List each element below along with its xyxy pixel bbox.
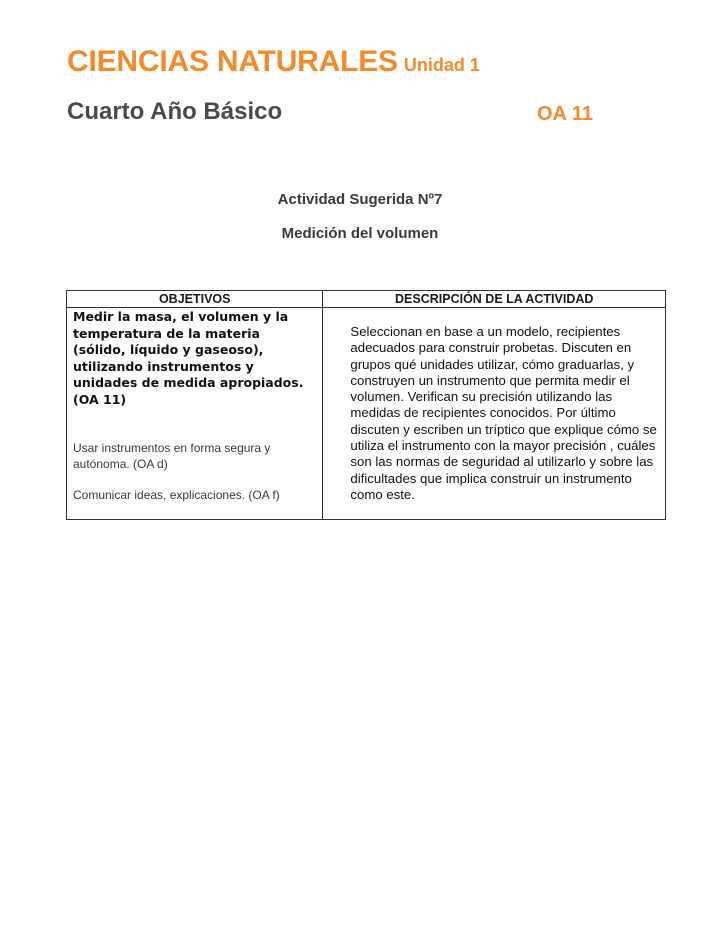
subject-title <box>67 44 480 77</box>
oa-code: OA 11 <box>537 103 593 125</box>
main-objective: Medir la masa, el volumen y la temperatura de la materia (sólido, líquido y gaseoso), utilizando instrumentos y unidades de medida apropiados. (OA 11) <box>73 309 304 407</box>
unit-label: Unidad 1 <box>403 55 480 75</box>
description-header: DESCRIPCIÓN DE LA ACTIVIDAD <box>323 291 666 308</box>
description-cell <box>323 308 666 520</box>
table-row <box>67 308 666 520</box>
activity-name: Medición del volumen <box>281 225 439 242</box>
activity-table <box>66 290 666 520</box>
activity-description: Seleccionan en base a un modelo, recipientes adecuados para construir probetas. Discuten en grupos qué unidades utilizar, cómo graduarlas, y construyen un instrumento que permita medir el volumen. Verifican su precisión utilizando las medidas de recipientes conocidos. Por último discuten y escriben un tríptico que explique cómo se utiliza el instrumento con la mayor precisión , cuáles son las normas de seguridad al utilizarlo y sobre las dificultades que implica construir un instrumento como este. <box>350 324 657 502</box>
objectives-cell <box>67 308 323 520</box>
secondary-objective: Usar instrumentos en forma segura y autónoma. (OA d) <box>73 441 271 471</box>
activity-number-title: Actividad Sugerida Nº7 <box>277 191 443 208</box>
grade-label: Cuarto Año Básico <box>67 98 283 125</box>
secondary-objective: Comunicar ideas, explicaciones. (OA f) <box>73 488 280 502</box>
table-header-row <box>67 291 666 308</box>
subject-name: CIENCIAS NATURALES <box>67 45 398 78</box>
objectives-header: OBJETIVOS <box>67 291 323 308</box>
